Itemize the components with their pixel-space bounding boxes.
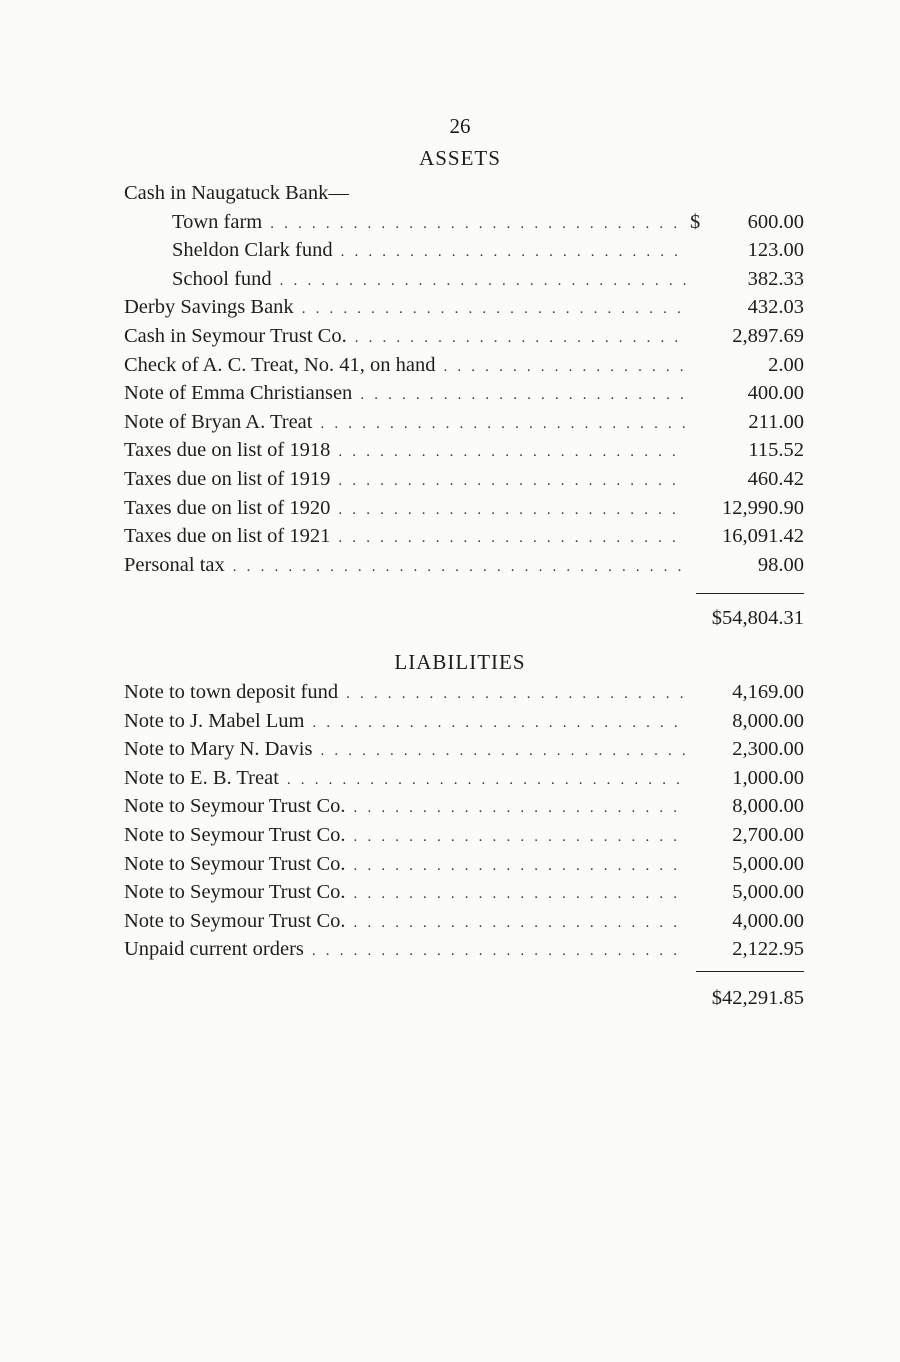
assets-heading: ASSETS (419, 146, 501, 170)
asset-amount: 123.00 (747, 239, 804, 262)
dot-leader (354, 800, 686, 817)
assets-list (124, 182, 804, 582)
liability-row (124, 881, 804, 910)
liability-label: Note to J. Mabel Lum (124, 709, 305, 732)
asset-amount: 400.00 (747, 382, 804, 405)
asset-amount: 2.00 (768, 353, 804, 376)
page-number: 26 (449, 114, 471, 138)
asset-row-group-header (124, 182, 804, 211)
asset-label: Note of Emma Christiansen (124, 382, 353, 405)
dot-leader (354, 915, 686, 932)
liability-label: Note to Seymour Trust Co. (124, 795, 346, 818)
liability-amount: 8,000.00 (732, 709, 804, 732)
asset-label: Taxes due on list of 1920 (124, 496, 331, 519)
asset-amount: 460.42 (747, 467, 804, 490)
liabilities-total-rule (696, 971, 804, 972)
asset-amount: 382.33 (747, 267, 804, 290)
dot-leader (341, 244, 686, 261)
asset-amount: 432.03 (747, 296, 804, 319)
dot-leader (302, 301, 686, 318)
liability-label: Note to Mary N. Davis (124, 738, 313, 761)
asset-amount: 600.00 (747, 210, 804, 233)
asset-label: Taxes due on list of 1921 (124, 525, 331, 548)
dot-leader (338, 473, 686, 490)
liability-row (124, 910, 804, 939)
liabilities-total: $42,291.85 (711, 987, 804, 1009)
asset-label: Cash in Seymour Trust Co. (124, 324, 347, 347)
liability-row (124, 681, 804, 710)
liability-amount: 4,169.00 (732, 681, 804, 703)
dot-leader (360, 387, 686, 404)
asset-row (124, 325, 804, 354)
dot-leader (346, 686, 686, 703)
asset-label: Taxes due on list of 1918 (124, 439, 331, 462)
asset-amount: 115.52 (748, 439, 804, 462)
dot-leader (354, 829, 686, 846)
liability-amount: 8,000.00 (732, 795, 804, 818)
dot-leader (338, 444, 686, 461)
asset-amount: 211.00 (748, 410, 804, 433)
liability-row (124, 824, 804, 853)
asset-label: School fund (172, 267, 272, 290)
asset-row (124, 239, 804, 268)
liability-row (124, 938, 804, 967)
liabilities-list (124, 681, 804, 967)
dot-leader (312, 943, 686, 960)
liability-label: Note to Seymour Trust Co. (124, 909, 346, 932)
liability-label: Note to town deposit fund (124, 681, 339, 703)
asset-label: Derby Savings Bank (124, 296, 294, 319)
liability-amount: 2,700.00 (732, 823, 804, 846)
asset-row (124, 554, 804, 583)
asset-row (124, 525, 804, 554)
asset-label: Check of A. C. Treat, No. 41, on hand (124, 353, 436, 376)
asset-amount: 2,897.69 (732, 324, 804, 347)
liability-label: Unpaid current orders (124, 938, 304, 961)
dot-leader (313, 715, 687, 732)
liability-amount: 2,300.00 (732, 738, 804, 761)
dot-leader (320, 416, 686, 433)
assets-total-rule (696, 593, 804, 594)
asset-label: Sheldon Clark fund (172, 239, 333, 262)
liability-amount: 5,000.00 (732, 852, 804, 875)
asset-label: Taxes due on list of 1919 (124, 467, 331, 490)
asset-row (124, 468, 804, 497)
dot-leader (287, 772, 686, 789)
asset-row (124, 211, 804, 240)
liability-label: Note to Seymour Trust Co. (124, 881, 346, 904)
dot-leader (354, 886, 686, 903)
liability-amount: 1,000.00 (732, 766, 804, 789)
liabilities-heading: LIABILITIES (394, 650, 526, 674)
dot-leader (270, 216, 686, 233)
liability-row (124, 767, 804, 796)
asset-label: Personal tax (124, 553, 225, 576)
asset-row (124, 382, 804, 411)
liability-label: Note to Seymour Trust Co. (124, 852, 346, 875)
dot-leader (443, 359, 686, 376)
asset-amount: 12,990.90 (722, 496, 804, 519)
asset-amount: 98.00 (757, 553, 804, 576)
liability-row (124, 710, 804, 739)
asset-label: Town farm (172, 210, 263, 233)
liability-amount: 2,122.95 (732, 938, 804, 961)
dollar-sign: $ (690, 210, 701, 233)
dot-leader (338, 502, 686, 519)
asset-row (124, 411, 804, 440)
asset-row (124, 354, 804, 383)
liability-row (124, 853, 804, 882)
liability-label: Note to Seymour Trust Co. (124, 823, 346, 846)
asset-row (124, 439, 804, 468)
asset-row (124, 268, 804, 297)
liability-label: Note to E. B. Treat (124, 766, 279, 789)
dot-leader (338, 530, 686, 547)
liability-amount: 4,000.00 (732, 909, 804, 932)
asset-label: Cash in Naugatuck Bank— (124, 182, 349, 204)
dot-leader (355, 330, 686, 347)
liability-amount: 5,000.00 (732, 881, 804, 904)
liability-row (124, 738, 804, 767)
asset-label: Note of Bryan A. Treat (124, 410, 313, 433)
liability-row (124, 795, 804, 824)
dot-leader (320, 743, 686, 760)
asset-row (124, 497, 804, 526)
dot-leader (354, 858, 686, 875)
asset-row (124, 296, 804, 325)
assets-total: $54,804.31 (711, 607, 804, 629)
dot-leader (280, 273, 686, 290)
asset-amount: 16,091.42 (722, 525, 804, 548)
dot-leader (233, 559, 686, 576)
